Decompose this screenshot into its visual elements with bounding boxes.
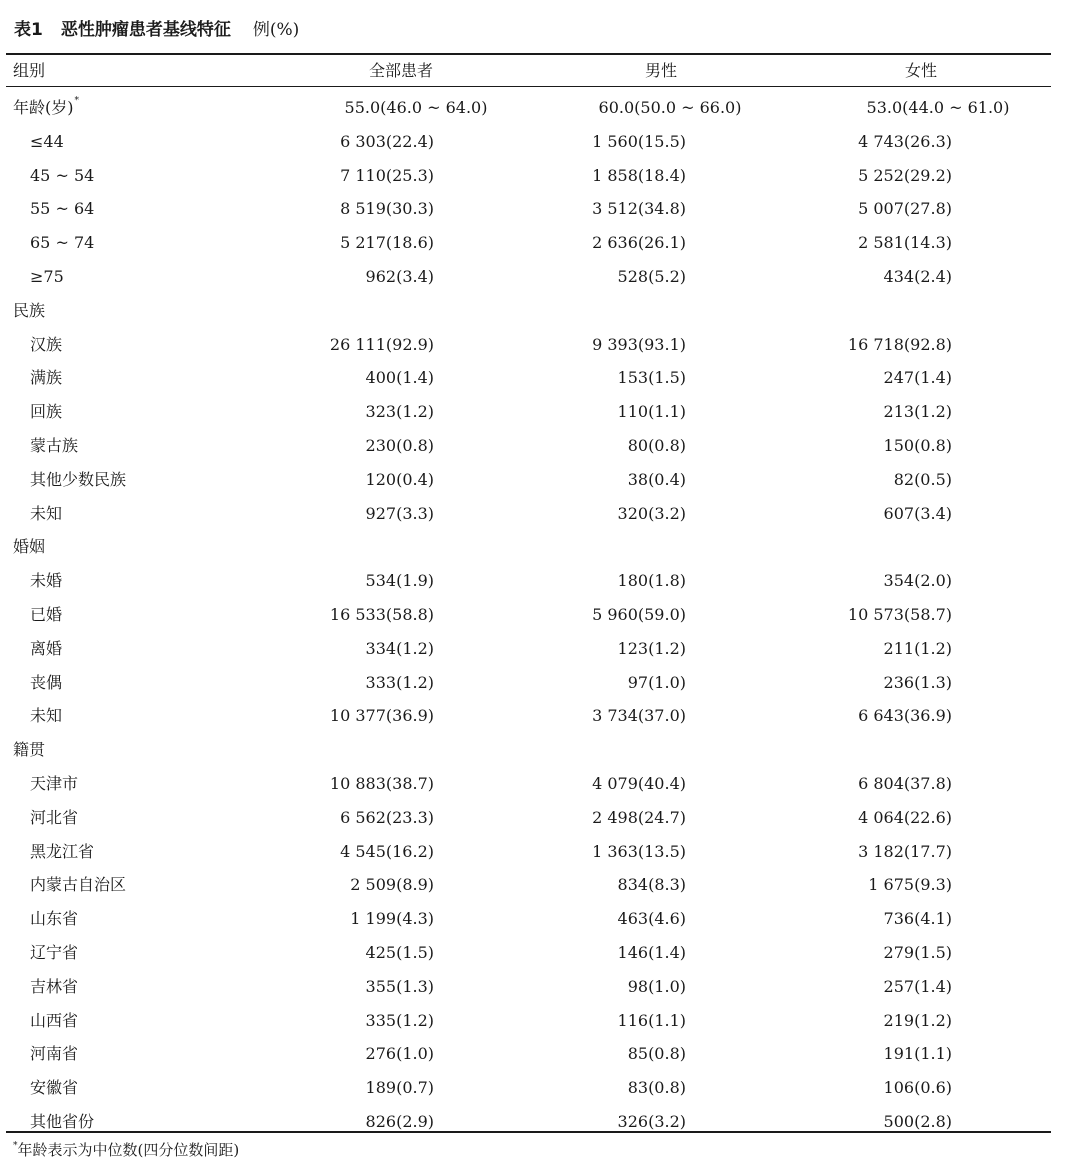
cell-male: 9 393(93.1)	[592, 334, 686, 354]
table-row	[0, 801, 1080, 835]
table-row	[0, 1037, 1080, 1071]
cell-all: 276(1.0)	[365, 1044, 434, 1064]
cell-all: 6 303(22.4)	[340, 131, 434, 151]
row-label-text: 未知	[30, 706, 63, 726]
cell-all: 55.0(46.0 ~ 64.0)	[344, 98, 488, 117]
cell-female: 16 718(92.8)	[847, 334, 952, 354]
cell-male: 116(1.1)	[617, 1010, 686, 1030]
row-label	[30, 125, 64, 159]
column-header-group: 组别	[13, 61, 46, 80]
row-label	[30, 801, 78, 835]
cell-male: 180(1.8)	[617, 571, 686, 591]
cell-male: 3 734(37.0)	[592, 706, 686, 726]
row-label	[30, 632, 62, 666]
row-label	[30, 260, 64, 294]
cell-male: 320(3.2)	[617, 503, 686, 523]
cell-all: 826(2.9)	[365, 1111, 434, 1131]
cell-male: 2 498(24.7)	[592, 807, 686, 827]
table-row	[0, 429, 1080, 463]
group-label	[13, 294, 45, 328]
row-label-text: ≥75	[30, 266, 64, 286]
row-label-text: 河北省	[30, 807, 79, 827]
table-row	[0, 598, 1080, 632]
row-label	[30, 1004, 78, 1038]
cell-male: 1 363(13.5)	[592, 841, 686, 861]
column-header-male: 男性	[644, 61, 677, 80]
cell-all: 927(3.3)	[365, 503, 434, 523]
row-label-text: 年龄(岁)	[13, 98, 74, 117]
row-label	[30, 970, 78, 1004]
cell-male: 97(1.0)	[627, 672, 686, 692]
table-row	[0, 125, 1080, 159]
row-label	[30, 1071, 78, 1105]
table-row	[0, 666, 1080, 700]
cell-male: 834(8.3)	[617, 875, 686, 895]
table-row	[0, 260, 1080, 294]
cell-male: 463(4.6)	[617, 909, 686, 929]
group-label	[13, 530, 45, 564]
table-footnote	[12, 1136, 239, 1164]
cell-male: 4 079(40.4)	[592, 773, 686, 793]
group-header-row	[0, 294, 1080, 328]
table-row	[0, 463, 1080, 497]
top-rule	[6, 53, 1051, 55]
cell-female: 236(1.3)	[883, 672, 952, 692]
table-row	[0, 632, 1080, 666]
row-label-text: 45 ~ 54	[30, 165, 95, 185]
cell-male: 5 960(59.0)	[592, 604, 686, 624]
cell-male: 85(0.8)	[627, 1044, 686, 1064]
row-label-text: 民族	[13, 300, 46, 320]
row-label-text: 满族	[30, 368, 63, 388]
row-label	[30, 936, 78, 970]
column-header-all: 全部患者	[368, 61, 433, 80]
table-caption	[14, 16, 299, 44]
cell-all: 8 519(30.3)	[340, 199, 434, 219]
row-label	[30, 699, 62, 733]
column-header-female: 女性	[904, 61, 937, 80]
cell-female: 4 064(22.6)	[858, 807, 952, 827]
cell-female: 257(1.4)	[883, 976, 952, 996]
table-row	[0, 159, 1080, 193]
cell-male: 146(1.4)	[617, 942, 686, 962]
cell-male: 3 512(34.8)	[592, 199, 686, 219]
cell-female: 500(2.8)	[883, 1111, 952, 1131]
cell-female: 150(0.8)	[883, 435, 952, 455]
cell-male: 38(0.4)	[627, 469, 686, 489]
row-label	[30, 767, 78, 801]
table-row	[0, 361, 1080, 395]
row-label	[30, 192, 94, 226]
cell-all: 355(1.3)	[365, 976, 434, 996]
row-label	[30, 835, 94, 869]
table-row	[0, 1071, 1080, 1105]
cell-male: 1 560(15.5)	[592, 131, 686, 151]
table-row	[0, 902, 1080, 936]
cell-female: 5 007(27.8)	[858, 199, 952, 219]
row-label-text: 已婚	[30, 604, 63, 624]
cell-male: 1 858(18.4)	[592, 165, 686, 185]
cell-female: 53.0(44.0 ~ 61.0)	[866, 98, 1010, 117]
footnote-text: 年龄表示为中位数(四分位数间距)	[17, 1141, 240, 1159]
cell-female: 434(2.4)	[883, 266, 952, 286]
row-label-text: 黑龙江省	[30, 841, 95, 861]
table-row	[0, 1004, 1080, 1038]
row-label-text: ≤44	[30, 131, 64, 151]
cell-female: 191(1.1)	[883, 1044, 952, 1064]
table-header	[0, 56, 1080, 86]
cell-female: 3 182(17.7)	[858, 841, 952, 861]
table-row	[0, 226, 1080, 260]
row-label-text: 离婚	[30, 638, 63, 658]
cell-male: 123(1.2)	[617, 638, 686, 658]
row-label	[30, 159, 94, 193]
table-row	[0, 192, 1080, 226]
row-label-text: 辽宁省	[30, 942, 79, 962]
bottom-rule	[6, 1131, 1051, 1133]
row-label-text: 河南省	[30, 1044, 79, 1064]
row-label-text: 未知	[30, 503, 63, 523]
row-label	[30, 463, 126, 497]
cell-all: 334(1.2)	[365, 638, 434, 658]
cell-female: 1 675(9.3)	[868, 875, 952, 895]
cell-male: 326(3.2)	[617, 1111, 686, 1131]
table-row	[0, 564, 1080, 598]
table-row	[0, 699, 1080, 733]
cell-male: 528(5.2)	[617, 266, 686, 286]
row-label-text: 未婚	[30, 571, 63, 591]
table-row	[0, 328, 1080, 362]
row-label-text: 山西省	[30, 1010, 79, 1030]
row-label	[30, 429, 78, 463]
cell-all: 10 377(36.9)	[329, 706, 434, 726]
table-row	[0, 970, 1080, 1004]
cell-female: 736(4.1)	[883, 909, 952, 929]
row-label-text: 籍贯	[13, 740, 46, 760]
table-title: 恶性肿瘤患者基线特征	[60, 20, 231, 40]
cell-female: 607(3.4)	[883, 503, 952, 523]
cell-all: 16 533(58.8)	[329, 604, 434, 624]
row-label	[30, 902, 78, 936]
cell-all: 230(0.8)	[365, 435, 434, 455]
cell-all: 425(1.5)	[365, 942, 434, 962]
cell-all: 333(1.2)	[365, 672, 434, 692]
row-label-text: 回族	[30, 402, 63, 422]
cell-all: 6 562(23.3)	[340, 807, 434, 827]
row-label	[13, 91, 79, 125]
cell-male: 80(0.8)	[627, 435, 686, 455]
row-label-text: 丧偶	[30, 672, 63, 692]
cell-male: 153(1.5)	[617, 368, 686, 388]
cell-all: 120(0.4)	[365, 469, 434, 489]
cell-all: 400(1.4)	[365, 368, 434, 388]
row-label-text: 婚姻	[13, 537, 46, 557]
cell-female: 2 581(14.3)	[858, 233, 952, 253]
row-label-text: 蒙古族	[30, 435, 79, 455]
group-label	[13, 733, 45, 767]
table-row	[0, 395, 1080, 429]
cell-all: 1 199(4.3)	[350, 909, 434, 929]
cell-female: 211(1.2)	[883, 638, 952, 658]
row-label	[30, 868, 126, 902]
cell-all: 323(1.2)	[365, 402, 434, 422]
row-label	[30, 666, 62, 700]
table-row	[0, 868, 1080, 902]
row-label-text: 汉族	[30, 334, 63, 354]
cell-female: 6 804(37.8)	[858, 773, 952, 793]
cell-male: 83(0.8)	[627, 1078, 686, 1098]
table-row	[0, 936, 1080, 970]
row-label-text: 其他省份	[30, 1111, 95, 1131]
table-row	[0, 91, 1080, 125]
table-unit: 例(%)	[252, 20, 300, 40]
group-header-row	[0, 530, 1080, 564]
cell-female: 6 643(36.9)	[858, 706, 952, 726]
cell-female: 247(1.4)	[883, 368, 952, 388]
footnote-reference: *	[74, 96, 79, 106]
table-row	[0, 767, 1080, 801]
row-label-text: 吉林省	[30, 976, 79, 996]
table-body	[0, 91, 1080, 1139]
group-header-row	[0, 733, 1080, 767]
cell-female: 213(1.2)	[883, 402, 952, 422]
cell-all: 26 111(92.9)	[329, 334, 434, 354]
row-label-text: 65 ~ 74	[30, 233, 95, 253]
row-label	[30, 395, 62, 429]
cell-male: 60.0(50.0 ~ 66.0)	[598, 98, 742, 117]
table-row	[0, 1105, 1080, 1139]
cell-all: 10 883(38.7)	[329, 773, 434, 793]
row-label-text: 其他少数民族	[30, 469, 127, 489]
cell-all: 534(1.9)	[365, 571, 434, 591]
cell-all: 335(1.2)	[365, 1010, 434, 1030]
cell-male: 2 636(26.1)	[592, 233, 686, 253]
table-number: 表1	[14, 20, 43, 40]
cell-female: 279(1.5)	[883, 942, 952, 962]
row-label-text: 天津市	[30, 773, 79, 793]
cell-female: 354(2.0)	[883, 571, 952, 591]
row-label	[30, 598, 62, 632]
header-rule	[6, 86, 1051, 87]
table-row	[0, 835, 1080, 869]
row-label	[30, 361, 62, 395]
cell-male: 98(1.0)	[627, 976, 686, 996]
cell-female: 5 252(29.2)	[858, 165, 952, 185]
cell-female: 82(0.5)	[893, 469, 952, 489]
cell-all: 5 217(18.6)	[340, 233, 434, 253]
row-label	[30, 226, 94, 260]
cell-female: 219(1.2)	[883, 1010, 952, 1030]
cell-female: 4 743(26.3)	[858, 131, 952, 151]
cell-all: 962(3.4)	[365, 266, 434, 286]
row-label-text: 55 ~ 64	[30, 199, 95, 219]
cell-male: 110(1.1)	[617, 402, 686, 422]
cell-all: 7 110(25.3)	[340, 165, 434, 185]
row-label	[30, 564, 62, 598]
cell-female: 106(0.6)	[883, 1078, 952, 1098]
footnote-mark: *	[13, 1141, 18, 1151]
row-label	[30, 1037, 78, 1071]
cell-all: 4 545(16.2)	[340, 841, 434, 861]
row-label	[30, 1105, 94, 1139]
row-label	[30, 328, 62, 362]
cell-female: 10 573(58.7)	[847, 604, 952, 624]
cell-all: 2 509(8.9)	[350, 875, 434, 895]
row-label-text: 山东省	[30, 909, 79, 929]
row-label-text: 安徽省	[30, 1078, 79, 1098]
cell-all: 189(0.7)	[365, 1078, 434, 1098]
table-row	[0, 497, 1080, 531]
row-label-text: 内蒙古自治区	[30, 875, 127, 895]
row-label	[30, 497, 62, 531]
